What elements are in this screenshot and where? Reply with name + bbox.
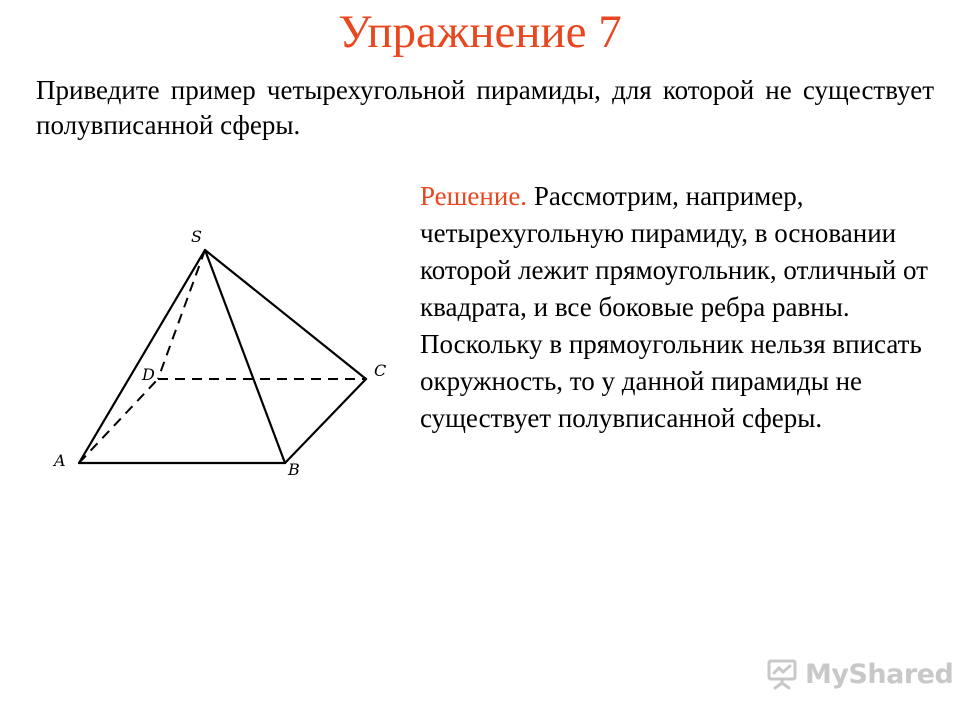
slide-title: Упражнение 7 [338,6,622,58]
edge-sd [158,250,205,379]
solution-label: Решение. [420,181,528,211]
vertex-label-s: S [191,227,202,246]
pyramid-diagram [48,222,396,484]
vertex-label-a: A [54,451,66,470]
problem-statement: Приведите пример четырехугольной пирамиды, для которой не существует полувписанной сферы. [36,75,934,140]
edge-sa [79,250,205,463]
myshared-logo [765,656,953,692]
vertex-label-c: C [374,361,387,380]
solution-text: Рассмотрим, например, четырехугольную пирамиду, в основании которой лежит прямоугольник, отличный от квадрата, и все боковые ребра равны. Поскольку в прямоугольник нельзя вписать окружность, то у данной пирамиды не существует полувписанной сферы. [420,181,928,433]
vertex-label-b: B [288,460,300,479]
logo-text: MyShared [805,658,954,690]
solution-paragraph [420,178,940,437]
edge-bc [285,379,366,463]
edge-ad [79,379,158,463]
vertex-label-d: D [142,365,155,384]
presentation-board-icon [765,657,799,691]
